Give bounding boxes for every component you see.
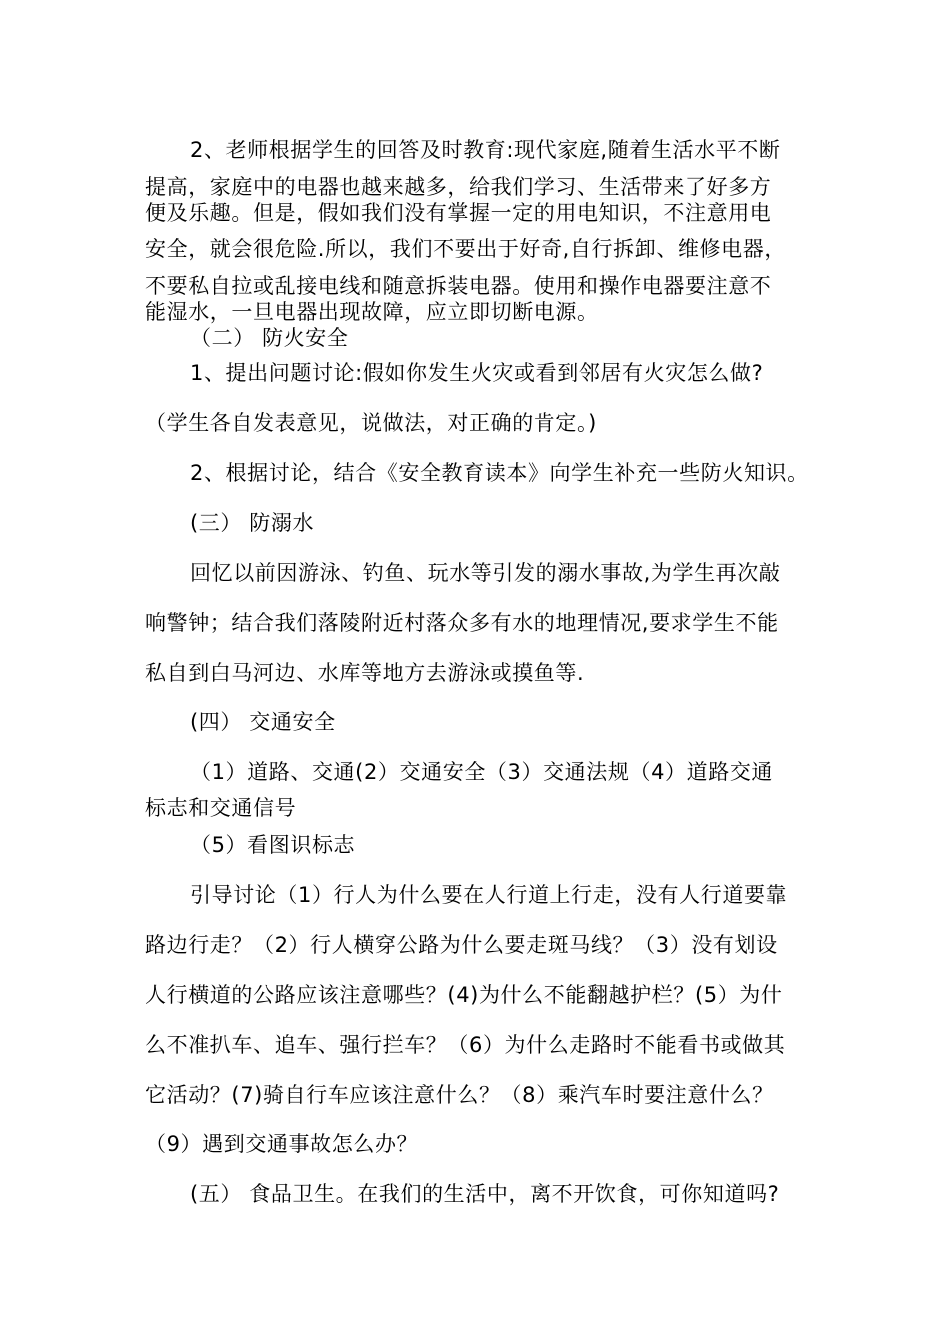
section-heading: （二） 防火安全 — [190, 326, 349, 350]
text-line: 1、提出问题讨论:假如你发生火灾或看到邻居有火灾怎么做? — [190, 361, 764, 385]
text-line: 安全，就会很危险.所以，我们不要出于好奇,自行拆卸、维修电器， — [145, 237, 786, 261]
text-line: 么不准扒车、追车、强行拦车？（6）为什么走路时不能看书或做其 — [145, 1033, 786, 1057]
section-heading: (四） 交通安全 — [190, 710, 336, 734]
text-line: 2、老师根据学生的回答及时教育:现代家庭,随着生活水平不断 — [190, 138, 781, 162]
text-line: （9）遇到交通事故怎么办？ — [145, 1132, 419, 1156]
text-line: 引导讨论（1）行人为什么要在人行道上行走，没有人行道要靠 — [190, 883, 788, 907]
text-line: 人行横道的公路应该注意哪些？(4)为什么不能翻越护栏？(5）为什 — [145, 983, 783, 1007]
text-line: （1）道路、交通(2）交通安全（3）交通法规（4）道路交通 — [190, 760, 774, 784]
text-line: 回忆以前因游泳、钓鱼、玩水等引发的溺水事故,为学生再次敲 — [190, 561, 781, 585]
text-line: 响警钟；结合我们落陵附近村落众多有水的地理情况,要求学生不能 — [145, 611, 779, 635]
text-line: 提高，家庭中的电器也越来越多，给我们学习、生活带来了好多方 — [145, 175, 772, 199]
text-line: 路边行走？（2）行人横穿公路为什么要走斑马线？（3）没有划设 — [145, 933, 778, 957]
text-line: （学生各自发表意见，说做法，对正确的肯定。) — [145, 411, 597, 435]
text-line: 便及乐趣。但是，假如我们没有掌握一定的用电知识，不注意用电 — [145, 201, 772, 225]
text-line: 它活动？(7)骑自行车应该注意什么？（8）乘汽车时要注意什么？ — [145, 1083, 774, 1107]
text-line: 2、根据讨论，结合《安全教育读本》向学生补充一些防火知识。 — [190, 461, 809, 485]
text-line: （5）看图识标志 — [190, 833, 356, 857]
text-line: 私自到白马河边、水库等地方去游泳或摸鱼等. — [145, 661, 585, 685]
section-heading: (三） 防溺水 — [190, 511, 315, 535]
text-line: 标志和交通信号 — [145, 796, 297, 820]
text-line: 不要私自拉或乱接电线和随意拆装电器。使用和操作电器要注意不 — [145, 274, 772, 298]
text-line: 能湿水，一旦电器出现故障，应立即切断电源。 — [145, 300, 599, 324]
section-heading: (五） 食品卫生。在我们的生活中，离不开饮食，可你知道吗? — [190, 1182, 780, 1206]
